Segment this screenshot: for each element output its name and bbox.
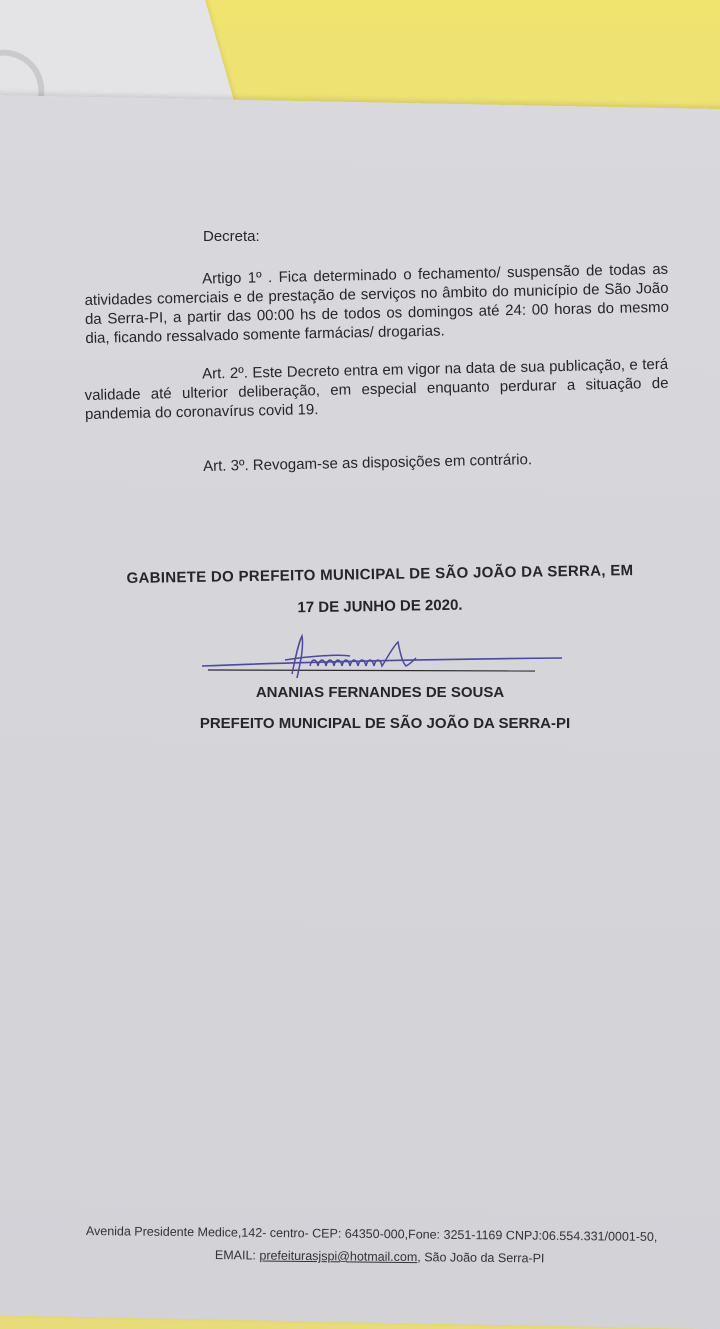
handwritten-signature <box>200 630 570 690</box>
footer-email-link[interactable]: prefeiturasjspi@hotmail.com <box>259 1248 418 1265</box>
article-1-text: Artigo 1º . Fica determinado o fechamento/ suspensão de todas as atividades comerciais e de prestação de serviços no âmbito do município de São João da Serra-PI, a partir das 00:00 hs de todos os domingos até 24: 00 horas do mesmo dia, ficando ressalvado somente farmácias/ drogarias. <box>84 260 670 347</box>
decree-heading: Decreta: <box>203 228 260 245</box>
indent <box>84 379 202 381</box>
closing-line-1: GABINETE DO PREFEITO MUNICIPAL DE SÃO JOÃO DA SERRA, EM <box>126 562 634 587</box>
signatory-name: ANANIAS FERNANDES DE SOUSA <box>255 684 505 701</box>
footer-address: Avenida Presidente Medice,142- centro- CEP: 64350-000,Fone: 3251-1169 CNPJ:06.554.331/0001-50, <box>85 1224 658 1244</box>
footer-city: , São João da Serra-PI <box>417 1250 545 1266</box>
article-2-text: Art. 2º. Este Decreto entra em vigor na data de sua publicação, e terá validade até ulterior deliberação, em especial enquanto perdurar a situação de pandemia do coronavírus covid 19. <box>84 355 669 423</box>
article-1-paragraph <box>84 260 669 348</box>
closing-date: 17 DE JUNHO DE 2020. <box>297 596 463 617</box>
footer-email-label: EMAIL: <box>214 1248 256 1263</box>
article-2-paragraph <box>84 355 669 424</box>
signatory-role: PREFEITO MUNICIPAL DE SÃO JOÃO DA SERRA-PI <box>199 715 571 732</box>
indent <box>84 284 202 286</box>
footer-contact <box>215 1248 545 1265</box>
article-3-text: Art. 3º. Revogam-se as disposições em contrário. <box>203 451 533 475</box>
